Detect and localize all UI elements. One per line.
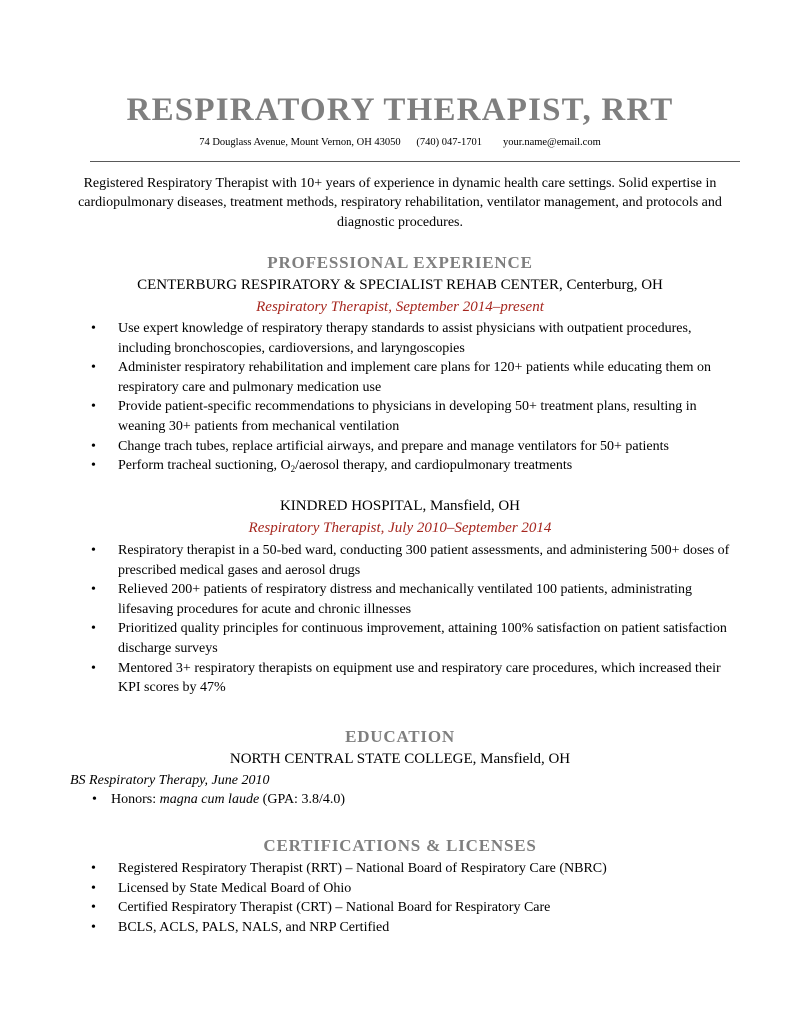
bullet-icon: •: [91, 399, 96, 415]
bullet-text: Registered Respiratory Therapist (RRT) – National Board of Respiratory Care (NBRC): [118, 861, 607, 876]
bullet-icon: •: [91, 543, 96, 558]
bullet-text: Use expert knowledge of respiratory therapy standards to assist physicians with outpatient procedures, including bronchoscopies, cardioversions, and laryngoscopies: [118, 321, 692, 356]
list-item: [0, 456, 800, 477]
bullet-icon: •: [91, 861, 96, 876]
degree: BS Respiratory Therapy, June 2010: [70, 773, 270, 788]
bullet-text: BCLS, ACLS, PALS, NALS, and NRP Certified: [118, 919, 390, 935]
list-item: [0, 659, 800, 698]
role-1: Respiratory Therapist, September 2014–present: [256, 299, 544, 315]
list-item: [0, 358, 800, 397]
education-heading: EDUCATION: [345, 727, 455, 746]
list-item: [0, 918, 800, 938]
list-item: [0, 619, 800, 658]
bullet-text: Relieved 200+ patients of respiratory distress and mechanically ventilated 100 patients, administrating lifesaving procedures for acute and chronic illnesses: [118, 582, 692, 617]
bullet-text: Mentored 3+ respiratory therapists on equipment use and respiratory care procedures, which increased their KPI scores by 47%: [118, 660, 721, 696]
list-item: [0, 859, 800, 879]
bullet-icon: •: [91, 919, 96, 935]
bullet-icon: •: [91, 582, 96, 598]
bullet-text: Change trach tubes, replace artificial airways, and prepare and manage ventilators for 50+ patients: [118, 438, 669, 454]
employer-1-name: CENTERBURG RESPIRATORY & SPECIALIST REHAB CENTER,: [137, 277, 563, 293]
bullet-text: Provide patient-specific recommendations to physicians in developing 50+ treatment plans, resulting in weaning 30+ patients from mechanical ventilation: [118, 399, 697, 434]
bullet-text: Prioritized quality principles for continuous improvement, attaining 100% satisfaction on patient satisfaction discharge surveys: [118, 621, 727, 656]
list-item: [0, 437, 800, 457]
employer-2: [0, 497, 800, 516]
job-1-bullets: [0, 319, 800, 477]
role-2: Respiratory Therapist, July 2010–September 2014: [248, 520, 552, 536]
contact-address: 74 Douglass Avenue, Mount Vernon, OH 43050: [199, 137, 401, 148]
subscript: 2: [290, 464, 296, 475]
bullet-icon: •: [91, 438, 96, 454]
employer-2-name: KINDRED HOSPITAL,: [279, 498, 427, 514]
employer-2-location: Mansfield, OH: [426, 498, 521, 514]
header-divider: [90, 161, 740, 162]
bullet-icon: •: [91, 360, 96, 376]
bullet-icon: •: [91, 621, 96, 637]
resume-name: RESPIRATORY THERAPIST, RRT: [126, 92, 674, 128]
summary: Registered Respiratory Therapist with 10+ years of experience in dynamic health care settings. Solid expertise in cardiopulmonary diseases, treatment methods, respiratory rehabilitation, ventilator management, and protocols and diagnostic procedures.: [78, 176, 722, 230]
bullet-text: Licensed by State Medical Board of Ohio: [118, 880, 352, 896]
bullet-icon: •: [91, 900, 96, 916]
list-item: [0, 541, 800, 580]
list-item: [0, 319, 800, 358]
contact-phone: (740) 047-1701: [416, 137, 483, 148]
employer-1-location: Centerburg, OH: [562, 277, 663, 293]
bullet-icon: •: [91, 660, 96, 676]
list-item: [0, 879, 800, 899]
bullet-icon: •: [91, 321, 96, 336]
honors-text: Honors: magna cum laude (GPA: 3.8/4.0): [111, 792, 345, 807]
school-location: Mansfield, OH: [476, 751, 571, 767]
bullet-text: Perform tracheal suctioning, $O_2$/aerosol therapy, and cardiopulmonary treatments: [118, 458, 573, 475]
contact-line: [0, 137, 800, 149]
school: [0, 750, 800, 769]
job-2-bullets: [0, 541, 800, 698]
bullet-icon: •: [92, 792, 97, 807]
bullet-text: Respiratory therapist in a 50-bed ward, conducting 300 patient assessments, and administering 500+ doses of prescribed medical gases and aerosol drugs: [118, 543, 730, 578]
contact-email: your.name@email.com: [503, 137, 601, 148]
bullet-icon: •: [91, 458, 96, 474]
list-item: [0, 397, 800, 436]
bullet-text: Certified Respiratory Therapist (CRT) – National Board for Respiratory Care: [118, 900, 551, 916]
list-item: [0, 580, 800, 619]
list-item: [0, 898, 800, 918]
employer-1: [0, 276, 800, 295]
school-name: NORTH CENTRAL STATE COLLEGE,: [229, 751, 477, 767]
experience-heading: PROFESSIONAL EXPERIENCE: [267, 253, 533, 272]
certifications-heading: CERTIFICATIONS & LICENSES: [263, 836, 537, 855]
bullet-text: Administer respiratory rehabilitation and implement care plans for 120+ patients while educating them on respiratory care and pulmonary medication use: [118, 360, 712, 395]
certifications-list: [0, 859, 800, 937]
bullet-icon: •: [91, 880, 96, 896]
